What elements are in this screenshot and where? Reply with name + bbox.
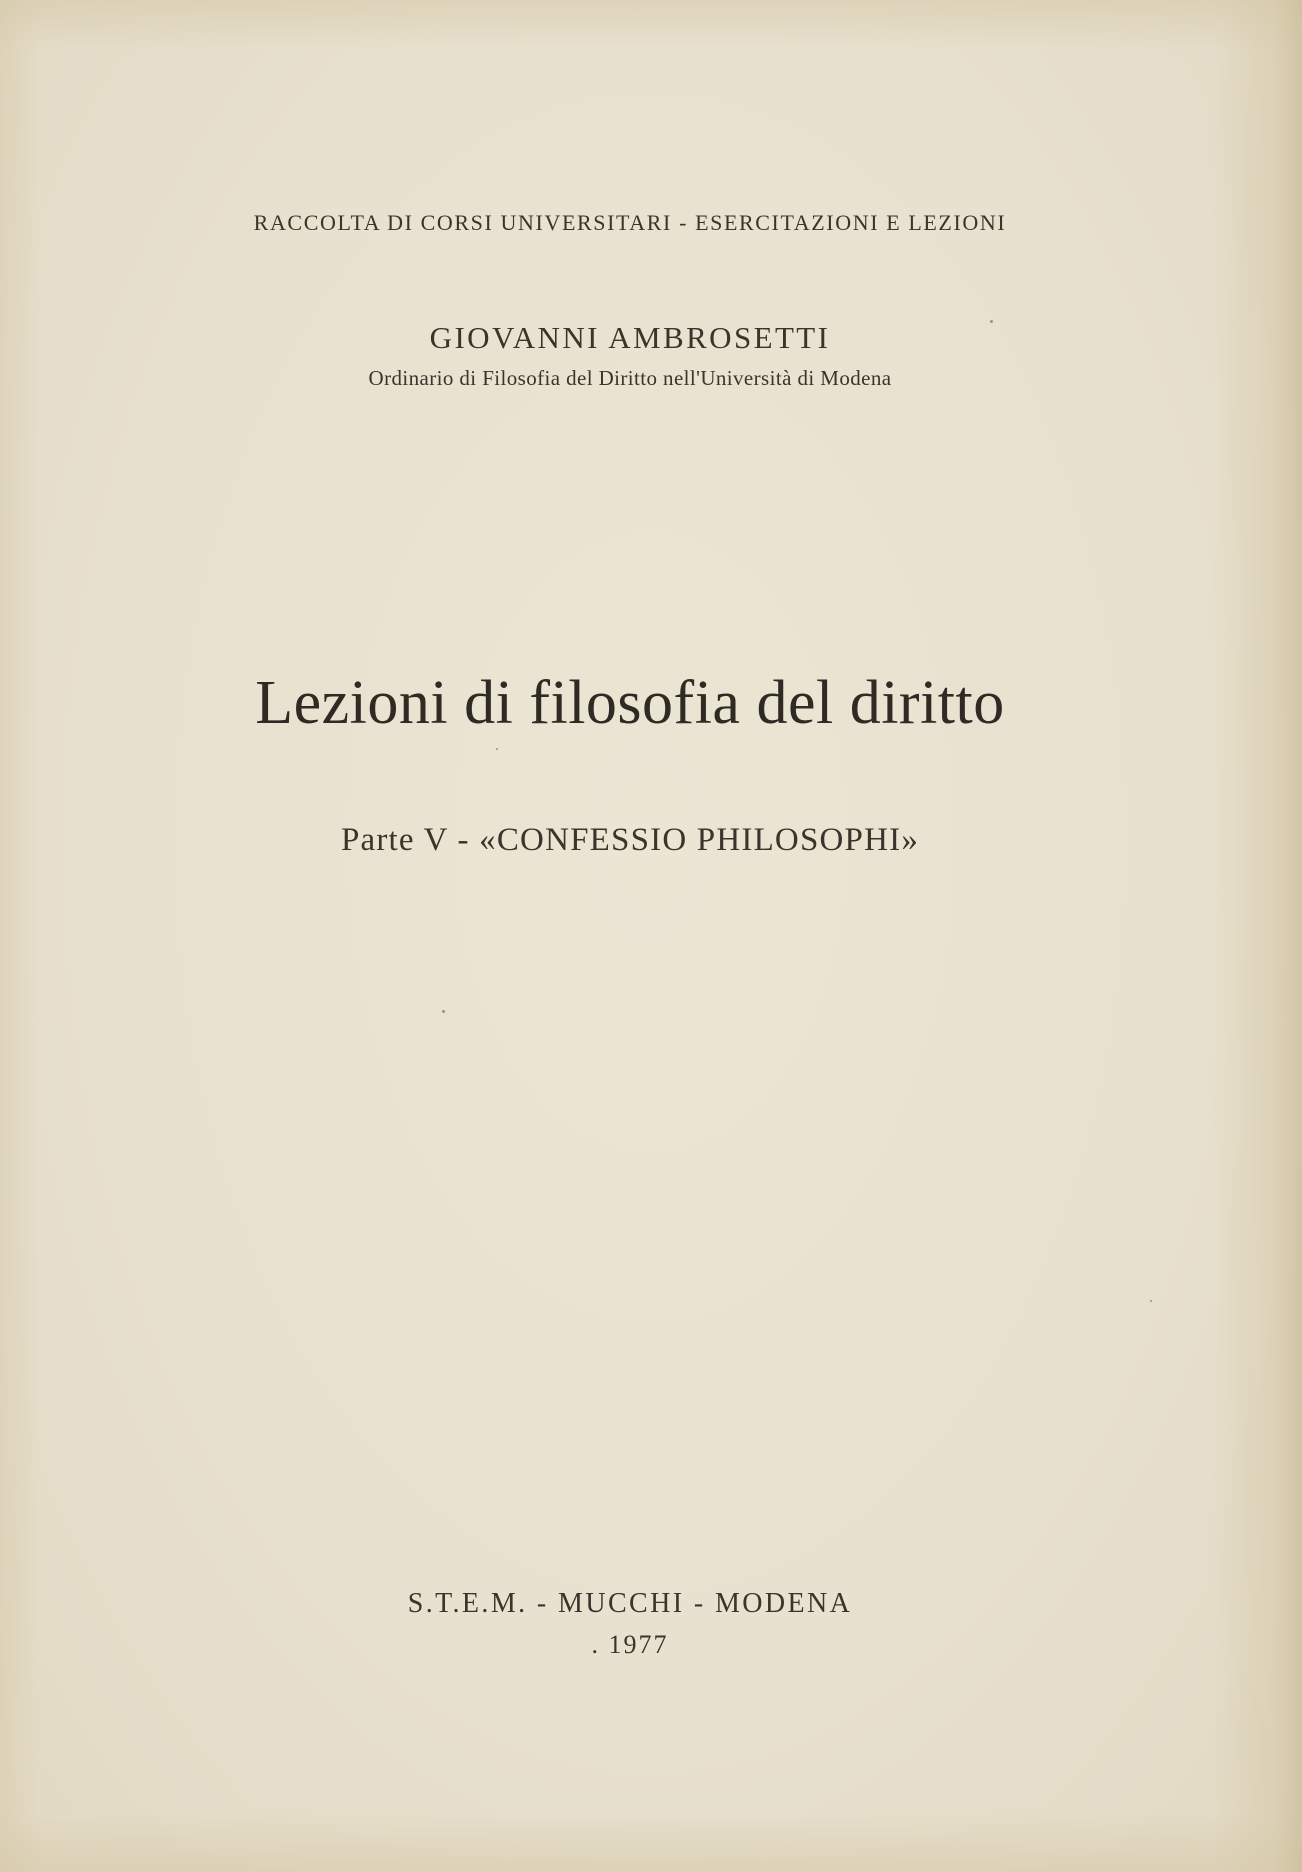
paper-edge-bottom [0,1812,1302,1872]
publisher-line: S.T.E.M. - MUCCHI - MODENA [407,1588,853,1619]
book-title: Lezioni di filosofia del diritto [255,669,1005,737]
paper-speck [496,748,498,750]
book-subtitle: Parte V - «CONFESSIO PHILOSOPHI» [340,822,920,858]
paper-speck [442,1010,445,1013]
series-line: RACCOLTA DI CORSI UNIVERSITARI - ESERCITAZIONI E LEZIONI [253,210,1007,235]
publication-year: . 1977 [591,1630,669,1659]
paper-speck [1150,1300,1152,1302]
author-name: GIOVANNI AMBROSETTI [429,320,831,355]
author-affiliation: Ordinario di Filosofia del Diritto nell'Università di Modena [368,366,892,390]
paper-edge-top [0,0,1302,50]
